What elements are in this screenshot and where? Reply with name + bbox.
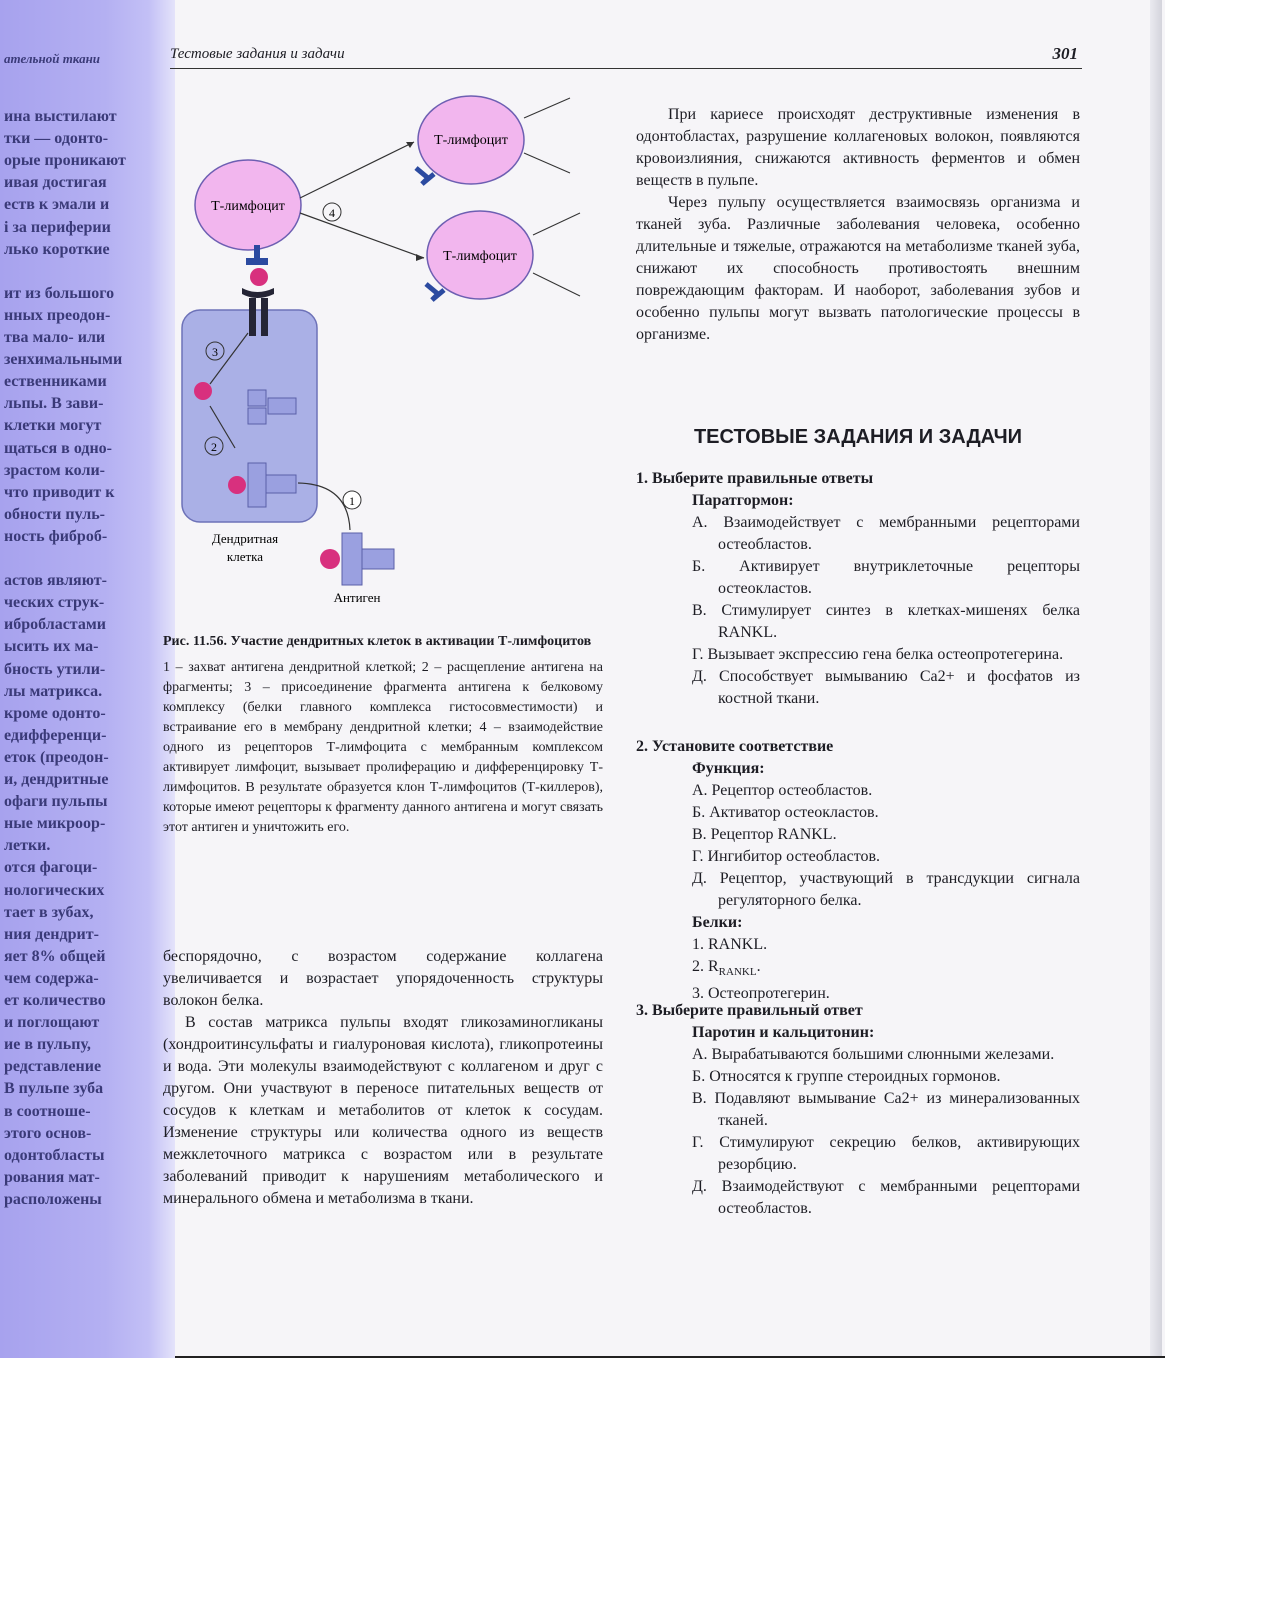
dendritic-cell-label-1: Дендритная [211, 531, 279, 546]
adjacent-page-line: тает в зубах, [4, 903, 94, 921]
arrow-to-upper-clone [300, 142, 414, 198]
q2-protein-2-text: 2. R [692, 958, 719, 975]
right-paragraph-2: Через пульпу осуществляется взаимосвязь организма и тканей зуба. Различные заболевания человека, особенно длительные и тяжелые, отражаются на метаболизме тканей зуба, снижают их способность противостоять внешним повреждающим факторам. И наоборот, заболевания зубов и особенно пульпы могут вызвать патологические процессы в организме. [636, 194, 1080, 343]
adjacent-page-line: чем содержа- [4, 969, 99, 987]
adjacent-page-line: отся фагоци- [4, 859, 98, 877]
arrow-out-3 [533, 213, 580, 235]
question-3-subject: Паротин и кальцитонин: [692, 1024, 875, 1041]
q2-protein-2-end: . [756, 958, 761, 975]
figure-caption-title: Рис. 11.56. Участие дендритных клеток в активации Т-лимфоцитов [163, 634, 592, 649]
q3-option-b: Б. Относятся к группе стероидных гормонов. [692, 1068, 1001, 1085]
arrow-out-4 [533, 273, 580, 296]
adjacent-page-line: офаги пульпы [4, 793, 108, 811]
question-2-subject-2: Белки: [692, 914, 743, 931]
adjacent-page-line: еств к эмали и [4, 196, 110, 214]
adjacent-page-line: В пульпе зуба [4, 1080, 104, 1098]
figure-caption-legend: 1 – захват антигена дендритной клеткой; 2 – расщепление антигена на фрагменты; 3 – присоединение фрагмента антигена к белковому комплексу (белки главного комплекса гистосовместимости) и встраивание его в мембрану дендритной клетки; 4 – взаимодействие одного из рецепторов Т-лимфоцита с мембранным комплексом активирует лимфоцит, вызывает пролиферацию и дифференцировку Т-лимфоцитов. В результате образуется клон Т-лимфоцитов (Т-киллеров), которые имеют рецепторы к фрагменту данного антигена и могут связать этот антиген и уничтожить его. [163, 660, 603, 835]
adjacent-page-line: нологических [4, 881, 105, 899]
q3-option-g: Г. Стимулируют секрецию белков, активирующих резорбцию. [692, 1134, 1080, 1173]
question-2-title: 2. Установите соответствие [636, 738, 834, 755]
adjacent-page-line: ысить их ма- [4, 638, 99, 656]
antigen-external-b [362, 549, 394, 569]
right-paragraph-1: При кариесе происходят деструктивные изменения в одонтобластах, разрушение коллагеновых волокон, появляются кровоизлияния, снижаются активность ферментов и обмен веществ в пульпе. [636, 106, 1080, 189]
q1-option-a: А. Взаимодействует с мембранными рецепторами остеобластов. [692, 514, 1080, 553]
q1-option-g: Г. Вызывает экспрессию гена белка остеопротегерина. [692, 646, 1064, 663]
mhc-leg-right [261, 298, 268, 336]
q2-option-v: В. Рецептор RANKL. [692, 826, 837, 843]
q2-option-b: Б. Активатор остеокластов. [692, 804, 879, 821]
adjacent-page-line: ивая достигая [4, 174, 107, 192]
arrowhead [416, 254, 424, 261]
arrow-out-1 [524, 98, 570, 118]
antigen-fragment-bound [250, 268, 268, 286]
antigen-internalized-b [266, 475, 296, 493]
section-heading: ТЕСТОВЫЕ ЗАДАНИЯ И ЗАДАЧИ [693, 426, 1023, 448]
adjacent-page-line: едифференци- [4, 726, 107, 744]
adjacent-page-line: зрастом коли- [4, 461, 105, 479]
left-column-text [163, 946, 603, 1210]
page-number: 301 [1052, 44, 1078, 63]
left-paragraph-1: беспорядочно, с возрастом содержание коллагена увеличивается и возрастает упорядоченность структуры волокон белка. [163, 948, 603, 1009]
q2-option-g: Г. Ингибитор остеобластов. [692, 848, 881, 865]
adjacent-page-line: клетки могут [4, 417, 102, 435]
adjacent-page-line: и, дендритные [4, 771, 109, 788]
clone-upper-receptor [416, 168, 434, 184]
adjacent-page-line: одонтобласты [4, 1146, 105, 1164]
adjacent-page-line: ибробластами [4, 616, 106, 634]
adjacent-page-line: в соотноше- [4, 1102, 91, 1120]
adjacent-page-line: зенхимальными [4, 351, 123, 369]
page-header [170, 44, 1082, 69]
figure-caption [163, 632, 603, 838]
q1-option-v: В. Стимулирует синтез в клетках-мишенях белка RANKL. [692, 602, 1080, 641]
antigen-fragment-a [248, 390, 266, 406]
q1-option-d: Д. Способствует вымыванию Ca2+ и фосфатов из костной ткани. [692, 668, 1080, 707]
question-1-title: 1. Выберите правильные ответы [636, 470, 874, 487]
fragment-exported [194, 382, 212, 400]
t-lymphocyte-clone-upper-label: Т-лимфоцит [434, 133, 508, 148]
question-2 [636, 736, 1080, 1005]
q1-option-b: Б. Активирует внутриклеточные рецепторы остеокластов. [692, 558, 1080, 597]
adjacent-page-line: ественниками [4, 373, 107, 391]
mhc-complex [242, 288, 274, 298]
question-1 [636, 468, 1080, 710]
running-title: Тестовые задания и задачи [170, 46, 345, 62]
mhc-leg-left [249, 298, 256, 336]
step-1-number: 1 [349, 494, 355, 508]
antigen-external-dot [320, 549, 340, 569]
adjacent-page-line: щаться в одно- [4, 439, 112, 457]
adjacent-page-line: ния дендрит- [4, 925, 99, 943]
t-lymphocyte-clone-lower-label: Т-лимфоцит [443, 249, 517, 264]
adjacent-page-line: ина выстилают [4, 108, 117, 125]
page-edge-shadow [1150, 0, 1162, 1358]
q2-option-a: А. Рецептор остеобластов. [692, 782, 873, 799]
adjacent-page-line: ные микроор- [4, 815, 106, 833]
antigen-internalized-a [248, 463, 266, 507]
q3-option-a: А. Вырабатываются большими слюнными железами. [692, 1046, 1055, 1063]
q3-option-v: В. Подавляют вымывание Ca2+ из минерализованных тканей. [692, 1090, 1080, 1129]
q2-option-d: Д. Рецептор, участвующий в трансдукции сигнала регуляторного белка. [692, 870, 1080, 909]
step-4-number: 4 [329, 206, 335, 220]
antigen-external-a [342, 533, 362, 585]
question-3-title: 3. Выберите правильный ответ [636, 1002, 863, 1019]
arrow-to-lower-clone [300, 213, 424, 258]
adjacent-page-line: яет 8% общей [4, 947, 106, 965]
step-2-number: 2 [211, 440, 217, 454]
q2-protein-3: 3. Остеопротегерин. [692, 985, 830, 1003]
q2-protein-2-subscript: RANKL [718, 966, 757, 979]
adjacent-page-line: тва мало- или [4, 329, 106, 346]
adjacent-page-line: ет количество [4, 992, 106, 1009]
adjacent-page-line: лы матрикса. [4, 682, 103, 700]
right-column-text [636, 104, 1080, 346]
adjacent-page-line: ность фиброб- [4, 527, 108, 545]
adjacent-page-line: орые проникают [4, 152, 126, 170]
adjacent-page-line: летки. [4, 837, 51, 855]
adjacent-page-line: еток (преодон- [4, 748, 109, 766]
adjacent-page-line: расположены [4, 1190, 102, 1208]
q3-option-d: Д. Взаимодействуют с мембранными рецепторами остеобластов. [692, 1178, 1080, 1217]
question-2-subject: Функция: [692, 760, 765, 777]
adjacent-page-line: астов являют- [4, 572, 107, 590]
question-1-subject: Паратгормон: [692, 492, 794, 509]
t-lymphocyte-label: Т-лимфоцит [211, 199, 285, 214]
page-bottom-edge [175, 1356, 1165, 1358]
adjacent-page-line: ие в пульпу, [4, 1036, 91, 1054]
adjacent-page-line: ательной ткани [4, 51, 101, 66]
adjacent-page-line: льпы. В зави- [4, 395, 104, 413]
adjacent-page-line: нных преодон- [4, 306, 111, 324]
adjacent-page-line: бность утили- [4, 660, 106, 678]
figure-11-56 [170, 88, 610, 623]
t-cell-receptor-cap [246, 258, 268, 265]
antigen-label: Антиген [333, 590, 381, 605]
adjacent-page-line: редставление [4, 1058, 102, 1076]
adjacent-page-line: кроме одонто- [4, 704, 106, 722]
antigen-fragment-c [268, 398, 296, 414]
antigen-internalized-dot [228, 476, 246, 494]
question-3 [636, 1000, 1080, 1220]
clone-lower-receptor [426, 284, 444, 300]
adjacent-page-line: тки — одонто- [4, 130, 109, 148]
adjacent-page-strip [0, 0, 175, 1358]
adjacent-page-line: обности пуль- [4, 505, 105, 523]
adjacent-page-line: рования мат- [4, 1168, 100, 1186]
adjacent-page-line: ит из большого [4, 284, 115, 302]
left-paragraph-2: В состав матрикса пульпы входят гликозаминогликаны (хондроитинсульфаты и гиалуроновая кислота), гликопротеины и вода. Эти молекулы взаимодействуют с коллагеном и друг с другом. Они участвуют в переносе питательных веществ от сосудов к клеткам и метаболитов от клеток к сосудам. Изменение структуры или количества одного из веществ межклеточного матрикса с возрастом или в результате заболеваний приводит к нарушениям метаболического и минерального обмена и метаболизма в ткани. [163, 1014, 603, 1207]
adjacent-page-line: лько короткие [4, 240, 110, 258]
step-3-number: 3 [212, 345, 218, 359]
dendritic-cell-label-2: клетка [226, 549, 264, 564]
antigen-fragment-b [248, 408, 266, 424]
adjacent-page-line: этого основ- [4, 1124, 92, 1142]
adjacent-page-line: і за периферии [4, 218, 111, 236]
arrow-out-2 [524, 153, 570, 173]
adjacent-page-line: что приводит к [4, 483, 115, 501]
adjacent-page-line: ческих струк- [4, 594, 105, 612]
q2-protein-1: 1. RANKL. [692, 936, 768, 953]
q2-protein-2 [636, 956, 1080, 983]
adjacent-page-line: и поглощают [4, 1014, 100, 1032]
